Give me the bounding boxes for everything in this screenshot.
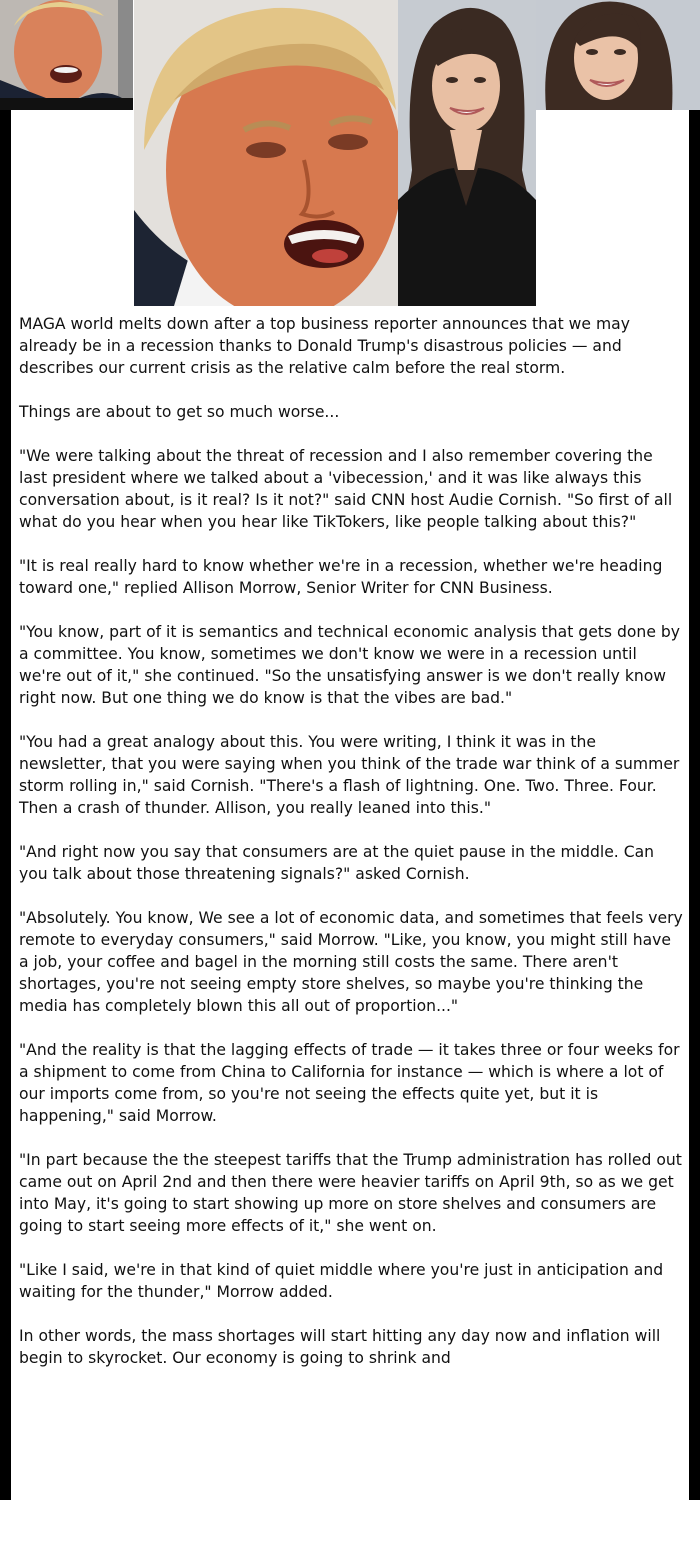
article-paragraph: "Like I said, we're in that kind of quiet middle where you're just in anticipation and waiting for the thunder," Morrow added. (19, 1261, 664, 1301)
article-paragraph: "And the reality is that the lagging effects of trade — it takes three or four weeks for a shipment to come from China to California for instance — which is where a lot of our imports come from, so you're not seeing the effects quite yet, but it is happening," said Morrow. (19, 1041, 680, 1125)
article-paragraph: In other words, the mass shortages will start hitting any day now and inflation will begin to skyrocket. Our economy is going to shrink and (19, 1327, 661, 1367)
article-paragraph: "And right now you say that consumers are at the quiet pause in the middle. Can you talk about those threatening signals?" asked Cornish. (19, 843, 655, 883)
trump-large-photo (134, 0, 398, 306)
trump-photo-icon (0, 0, 133, 98)
trump-small-photo (0, 0, 133, 98)
woman-photo-right (536, 0, 700, 110)
article-paragraph: "In part because the the steepest tariffs that the Trump administration has rolled out came out on April 2nd and then there were heavier tariffs on April 9th, so as we get into May, it's going to start showing up more on store shelves and consumers are going to start seeing more effects of it," she went on. (19, 1151, 682, 1235)
left-border-bar (0, 110, 11, 1500)
woman-photo-left (398, 0, 536, 306)
article-paragraph: "Absolutely. You know, We see a lot of economic data, and sometimes that feels very remote to everyday consumers," said Morrow. "Like, you know, you might still have a job, your coffee and bagel in the morning still costs the same. There aren't shortages, you're not seeing empty store shelves, so maybe you're thinking the media has completely blown this all out of proportion..." (19, 909, 683, 1015)
woman-photo-icon (536, 0, 700, 110)
article-body (19, 313, 683, 1369)
trump-photo-icon (134, 0, 398, 306)
article-paragraph: "You had a great analogy about this. You were writing, I think it was in the newsletter, that you were saying when you think of the trade war think of a summer storm rolling in," said Cornish. "There's a flash of lightning. One. Two. Three. Four. Then a crash of thunder. Allison, you really leaned into this." (19, 733, 680, 817)
article-paragraph: "We were talking about the threat of recession and I also remember covering the last president where we talked about a 'vibecession,' and it was like always this conversation about, is it real? Is it not?" said CNN host Audie Cornish. "So first of all what do you hear when you hear like TikTokers, like people talking about this?" (19, 447, 673, 531)
right-border-bar (689, 110, 700, 1500)
woman-photo-icon (398, 0, 536, 306)
photo-divider (0, 98, 133, 110)
article-paragraph: "It is real really hard to know whether we're in a recession, whether we're heading toward one," replied Allison Morrow, Senior Writer for CNN Business. (19, 557, 663, 597)
article-paragraph: Things are about to get so much worse... (19, 403, 340, 421)
article-paragraph: "You know, part of it is semantics and technical economic analysis that gets done by a committee. You know, sometimes we don't know we were in a recession until we're out of it," she continued. "So the unsatisfying answer is we don't really know right now. But one thing we do know is that the vibes are bad." (19, 623, 680, 707)
page-bottom-cutoff (0, 1528, 700, 1550)
article-paragraph: MAGA world melts down after a top business reporter announces that we may already be in a recession thanks to Donald Trump's disastrous policies — and describes our current crisis as the relative calm before the real storm. (19, 315, 630, 377)
